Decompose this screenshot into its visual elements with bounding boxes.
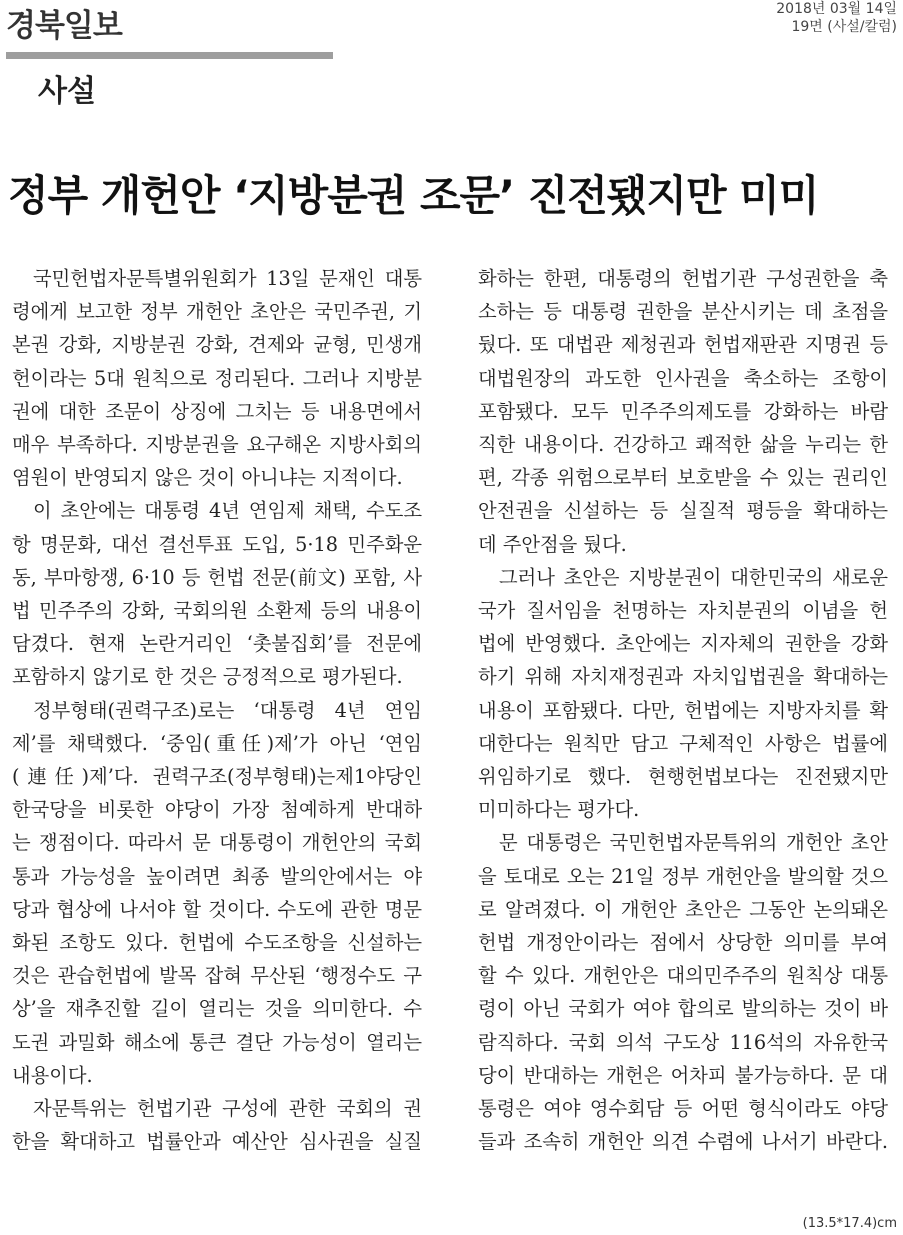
text-line: 내용이 포함됐다. 다만, 헌법에는 지방자치를 확 [478,698,888,722]
text-line: 동, 부마항쟁, 6·10 등 헌법 전문(前文) 포함, 사 [12,565,422,589]
text-line: (連任)제’다. 권력구조(정부형태)는제1야당인 [12,765,422,789]
text-line: 내용이다. [12,1063,93,1087]
publication-date: 2018년 03월 14일 [776,1,897,17]
text-line: 소하는 등 대통령 권한을 분산시키는 데 초점을 [478,300,888,324]
text-line: 항 명문화, 대선 결선투표 도입, 5·18 민주화운 [12,532,422,556]
text-line: 대법원장의 과도한 인사권을 축소하는 조항이 [478,366,888,390]
article-size-note: (13.5*17.4)cm [802,1216,897,1231]
text-line: 국가 질서임을 천명하는 자치분권의 이념을 헌 [478,599,888,623]
text-line: 문 대통령은 국민헌법자문특위의 개헌안 초안 [499,831,888,855]
text-line: 제’를 채택했다. ‘중임(重任)제’가 아닌 ‘연임 [12,731,422,755]
text-line: 이 초안에는 대통령 4년 연임제 채택, 수도조 [33,499,422,523]
article-column-left [12,262,422,1158]
article-headline: 정부 개헌안 ‘지방분권 조문’ 진전됐지만 미미 [8,171,819,220]
text-line: 법 민주주의 강화, 국회의원 소환제 등의 내용이 [12,599,422,623]
text-line: 뒀다. 또 대법관 제청권과 헌법재판관 지명권 등 [478,333,888,357]
text-line: 화하는 한편, 대통령의 헌법기관 구성권한을 축 [478,267,888,290]
text-line: 것은 관습헌법에 발목 잡혀 무산된 ‘행정수도 구 [12,964,422,988]
page-section-label: 19면 (사설/칼럼) [791,19,897,35]
text-line: 미미하다는 평가다. [478,798,640,822]
text-line: 령이 아닌 국회가 여야 합의로 발의하는 것이 바 [478,997,888,1021]
text-line: 국민헌법자문특별위원회가 13일 문재인 대통 [33,267,422,290]
text-line: 자문특위는 헌법기관 구성에 관한 국회의 권 [33,1097,422,1121]
text-line: 을 토대로 오는 21일 정부 개헌안을 발의할 것으 [478,864,888,888]
text-line: 데 주안점을 뒀다. [478,532,627,556]
text-line: 헌이라는 5대 원칙으로 정리된다. 그러나 지방분 [12,366,422,390]
text-line: 로 알려졌다. 이 개헌안 초안은 그동안 논의돼온 [478,897,888,921]
text-line: 람직하다. 국회 의석 구도상 116석의 자유한국 [478,1030,888,1054]
text-line: 도권 과밀화 해소에 통큰 결단 가능성이 열리는 [12,1030,422,1054]
text-line: 위임하기로 했다. 현행헌법보다는 진전됐지만 [478,765,888,789]
text-line: 상’을 재추진할 길이 열리는 것을 의미한다. 수 [12,997,422,1021]
text-line: 본권 강화, 지방분권 강화, 견제와 균형, 민생개 [12,333,422,357]
text-line: 편, 각종 위험으로부터 보호받을 수 있는 권리인 [478,466,888,490]
text-line: 당이 반대하는 개헌은 어차피 불가능하다. 문 대 [478,1063,888,1087]
text-line: 는 쟁점이다. 따라서 문 대통령이 개헌안의 국회 [12,831,422,855]
text-line: 그러나 초안은 지방분권이 대한민국의 새로운 [499,565,888,589]
text-line: 염원이 반영되지 않은 것이 아니냐는 지적이다. [12,466,403,490]
text-line: 하기 위해 자치재정권과 자치입법권을 확대하는 [478,665,888,689]
text-line: 화된 조항도 있다. 헌법에 수도조항을 신설하는 [12,931,422,955]
text-line: 헌법 개정안이라는 점에서 상당한 의미를 부여 [478,931,888,955]
text-line: 한을 확대하고 법률안과 예산안 심사권을 실질 [12,1130,422,1154]
text-line: 한국당을 비롯한 야당이 가장 첨예하게 반대하 [12,798,422,822]
text-line: 통과 가능성을 높이려면 최종 발의안에서는 야 [12,864,422,888]
text-line: 법에 반영했다. 초안에는 지자체의 권한을 강화 [478,632,888,656]
text-line: 대한다는 원칙만 담고 구체적인 사항은 법률에 [478,731,888,755]
text-line: 들과 조속히 개헌안 의견 수렴에 나서기 바란다. [478,1130,888,1154]
text-line: 령에게 보고한 정부 개헌안 초안은 국민주권, 기 [12,300,422,324]
newspaper-masthead: 경북일보 [6,8,122,44]
text-line: 포함하지 않기로 한 것은 긍정적으로 평가된다. [12,665,403,689]
text-line: 직한 내용이다. 건강하고 쾌적한 삶을 누리는 한 [478,433,888,457]
publication-meta [776,0,897,36]
text-line: 매우 부족하다. 지방분권을 요구해온 지방사회의 [12,433,422,457]
section-title: 사설 [38,74,96,109]
header-rule [6,52,333,59]
text-line: 할 수 있다. 개헌안은 대의민주주의 원칙상 대통 [478,964,888,988]
text-line: 권에 대한 조문이 상징에 그치는 등 내용면에서 [12,399,422,423]
text-line: 안전권을 신설하는 등 실질적 평등을 확대하는 [478,499,888,523]
text-line: 포함됐다. 모두 민주주의제도를 강화하는 바람 [478,399,888,423]
article-column-right [478,262,888,1158]
text-line: 통령은 여야 영수회담 등 어떤 형식이라도 야당 [478,1097,888,1121]
text-line: 담겼다. 현재 논란거리인 ‘촛불집회’를 전문에 [12,632,422,656]
text-line: 당과 협상에 나서야 할 것이다. 수도에 관한 명문 [12,897,422,921]
text-line: 정부형태(권력구조)로는 ‘대통령 4년 연임 [33,698,422,722]
